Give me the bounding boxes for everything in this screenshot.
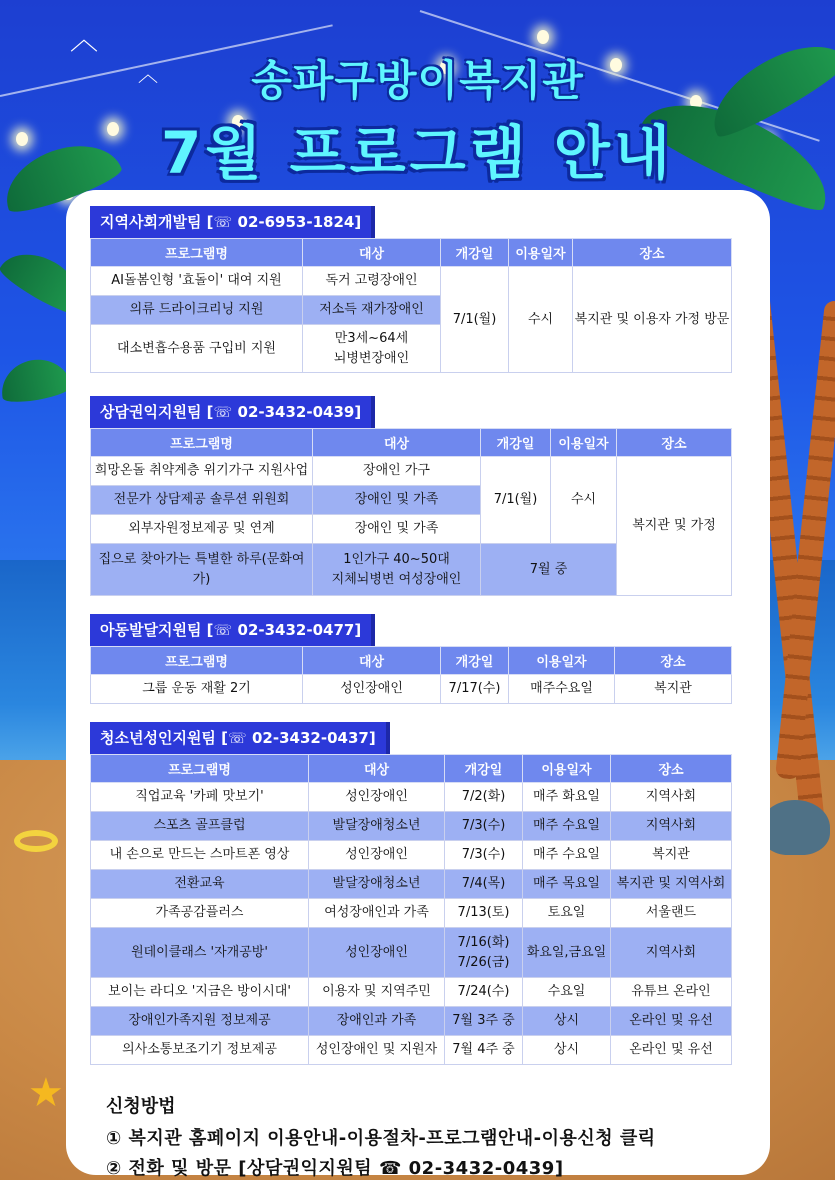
program-target: 저소득 재가장애인: [303, 296, 441, 325]
team-phone: 02-3432-0437: [252, 729, 369, 747]
program-place: 유튜브 온라인: [611, 978, 732, 1007]
column-header: 이용일자: [509, 647, 615, 675]
program-start: 7월 3주 중: [445, 1007, 523, 1036]
table-row: [91, 870, 732, 899]
program-place: 서울랜드: [611, 899, 732, 928]
seagull-icon: ︿: [70, 23, 99, 56]
team-phone: 02-6953-1824: [237, 213, 355, 231]
team-header: 아동발달지원팀 [☏ 02-3432-0477]: [90, 614, 371, 646]
application-line-2: ② 전화 및 방문 [상담권익지원팀 ☎ 02-3432-0439]: [106, 1158, 564, 1179]
program-place: 복지관 및 이용자 가정 방문: [573, 267, 732, 373]
program-target: 1인가구 40~50대 지체뇌병변 여성장애인: [313, 544, 481, 596]
program-name: AI돌봄인형 '효돌이' 대여 지원: [91, 267, 303, 296]
program-table: [90, 428, 732, 596]
column-header: 대상: [303, 647, 441, 675]
program-start: 7/1(월): [481, 457, 551, 544]
program-name: 전문가 상담제공 솔루션 위원회: [91, 486, 313, 515]
team-section-counseling: [90, 396, 732, 596]
program-start: 7/17(수): [441, 675, 509, 704]
column-header: 개강일: [441, 647, 509, 675]
team-name: 청소년성인지원팀: [100, 729, 216, 747]
column-header: 이용일자: [523, 755, 611, 783]
team-name: 상담권익지원팀: [100, 403, 202, 421]
program-table: [90, 754, 732, 1065]
team-section-youth: [90, 722, 732, 1065]
application-heading: 신청방법: [106, 1096, 176, 1117]
starfish-icon: ★: [28, 1070, 64, 1116]
program-name: 그룹 운동 재활 2기: [91, 675, 303, 704]
application-method: [106, 1092, 656, 1180]
team-section-child: [90, 614, 732, 704]
column-header: 프로그램명: [91, 239, 303, 267]
program-place: 복지관: [611, 841, 732, 870]
program-days: 수요일: [523, 978, 611, 1007]
table-row: [91, 783, 732, 812]
column-header: 프로그램명: [91, 755, 309, 783]
program-start: 7/13(토): [445, 899, 523, 928]
team-name: 아동발달지원팀: [100, 621, 202, 639]
column-header: 이용일자: [551, 429, 617, 457]
program-target: 여성장애인과 가족: [309, 899, 445, 928]
table-row: [91, 267, 732, 296]
column-header: 장소: [617, 429, 732, 457]
program-name: 의류 드라이크리닝 지원: [91, 296, 303, 325]
table-row: [91, 978, 732, 1007]
lamp-icon: [537, 30, 549, 44]
phone-icon: ☏: [213, 621, 233, 639]
table-row: [91, 675, 732, 704]
program-days: 매주 목요일: [523, 870, 611, 899]
program-days: 상시: [523, 1036, 611, 1065]
program-days: 토요일: [523, 899, 611, 928]
column-header: 대상: [303, 239, 441, 267]
program-name: 전환교육: [91, 870, 309, 899]
program-place: 지역사회: [611, 812, 732, 841]
program-start: 7월 4주 중: [445, 1036, 523, 1065]
team-section-community: [90, 206, 732, 373]
program-start: 7/1(월): [441, 267, 509, 373]
column-header: 개강일: [441, 239, 509, 267]
program-period: 7월 중: [481, 544, 617, 596]
seagull-icon: ︿: [138, 62, 158, 86]
program-table: [90, 238, 732, 373]
program-name: 가족공감플러스: [91, 899, 309, 928]
program-table: [90, 646, 732, 704]
swim-ring: [14, 830, 58, 852]
program-name: 내 손으로 만드는 스마트폰 영상: [91, 841, 309, 870]
table-row: [91, 457, 732, 486]
program-place: 온라인 및 유선: [611, 1007, 732, 1036]
column-header: 개강일: [445, 755, 523, 783]
team-phone: 02-3432-0477: [237, 621, 355, 639]
column-header: 대상: [313, 429, 481, 457]
program-target: 만3세~64세 뇌병변장애인: [303, 325, 441, 373]
program-start: 7/24(수): [445, 978, 523, 1007]
program-place: 지역사회: [611, 783, 732, 812]
column-header: 프로그램명: [91, 647, 303, 675]
program-days: 화요일,금요일: [523, 928, 611, 978]
column-header: 이용일자: [509, 239, 573, 267]
program-target: 이용자 및 지역주민: [309, 978, 445, 1007]
program-target: 장애인 및 가족: [313, 515, 481, 544]
page-subtitle: 송파구방이복지관: [251, 56, 584, 105]
program-days: 매주수요일: [509, 675, 615, 704]
program-name: 의사소통보조기기 정보제공: [91, 1036, 309, 1065]
program-target: 성인장애인: [309, 841, 445, 870]
table-row: [91, 812, 732, 841]
program-start: 7/3(수): [445, 812, 523, 841]
phone-icon: ☏: [213, 403, 233, 421]
team-header: 상담권익지원팀 [☏ 02-3432-0439]: [90, 396, 371, 428]
program-place: 지역사회: [611, 928, 732, 978]
program-name: 직업교육 '카페 맛보기': [91, 783, 309, 812]
phone-icon: ☏: [213, 213, 233, 231]
team-phone: 02-3432-0439: [237, 403, 355, 421]
program-days: 수시: [551, 457, 617, 544]
program-place: 온라인 및 유선: [611, 1036, 732, 1065]
column-header: 프로그램명: [91, 429, 313, 457]
program-target: 독거 고령장애인: [303, 267, 441, 296]
program-name: 희망온돌 취약계층 위기가구 지원사업: [91, 457, 313, 486]
program-target: 장애인 가구: [313, 457, 481, 486]
column-header: 장소: [573, 239, 732, 267]
program-days: 매주 수요일: [523, 812, 611, 841]
column-header: 장소: [615, 647, 732, 675]
program-name: 외부자원정보제공 및 연계: [91, 515, 313, 544]
program-target: 장애인과 가족: [309, 1007, 445, 1036]
program-name: 장애인가족지원 정보제공: [91, 1007, 309, 1036]
program-days: 매주 화요일: [523, 783, 611, 812]
table-row: [91, 841, 732, 870]
program-name: 집으로 찾아가는 특별한 하루(문화여가): [91, 544, 313, 596]
program-days: 매주 수요일: [523, 841, 611, 870]
program-start: 7/4(목): [445, 870, 523, 899]
palm-leaf: [0, 354, 73, 406]
team-name: 지역사회개발팀: [100, 213, 202, 231]
table-row: [91, 899, 732, 928]
table-row: [91, 928, 732, 978]
program-target: 성인장애인 및 지원자: [309, 1036, 445, 1065]
program-name: 대소변흡수용품 구입비 지원: [91, 325, 303, 373]
program-target: 성인장애인: [309, 783, 445, 812]
team-header: 지역사회개발팀 [☏ 02-6953-1824]: [90, 206, 371, 238]
program-target: 성인장애인: [303, 675, 441, 704]
program-target: 장애인 및 가족: [313, 486, 481, 515]
seal-icon: [760, 800, 830, 855]
application-line-1: ① 복지관 홈페이지 이용안내-이용절차-프로그램안내-이용신청 클릭: [106, 1128, 656, 1149]
program-name: 보이는 라디오 '지금은 방이시대': [91, 978, 309, 1007]
program-name: 원데이클래스 '자개공방': [91, 928, 309, 978]
program-start: 7/2(화): [445, 783, 523, 812]
program-target: 성인장애인: [309, 928, 445, 978]
page-title: 7월 프로그램 안내: [161, 119, 674, 187]
table-row: [91, 1007, 732, 1036]
program-place: 복지관 및 지역사회: [611, 870, 732, 899]
column-header: 개강일: [481, 429, 551, 457]
column-header: 대상: [309, 755, 445, 783]
program-start: 7/16(화) 7/26(금): [445, 928, 523, 978]
team-header: 청소년성인지원팀 [☏ 02-3432-0437]: [90, 722, 386, 754]
program-target: 발달장애청소년: [309, 812, 445, 841]
program-target: 발달장애청소년: [309, 870, 445, 899]
program-days: 수시: [509, 267, 573, 373]
phone-icon: ☏: [228, 729, 247, 747]
table-row: [91, 1036, 732, 1065]
program-start: 7/3(수): [445, 841, 523, 870]
program-place: 복지관 및 가정: [617, 457, 732, 596]
column-header: 장소: [611, 755, 732, 783]
program-name: 스포츠 골프클럽: [91, 812, 309, 841]
program-days: 상시: [523, 1007, 611, 1036]
program-place: 복지관: [615, 675, 732, 704]
